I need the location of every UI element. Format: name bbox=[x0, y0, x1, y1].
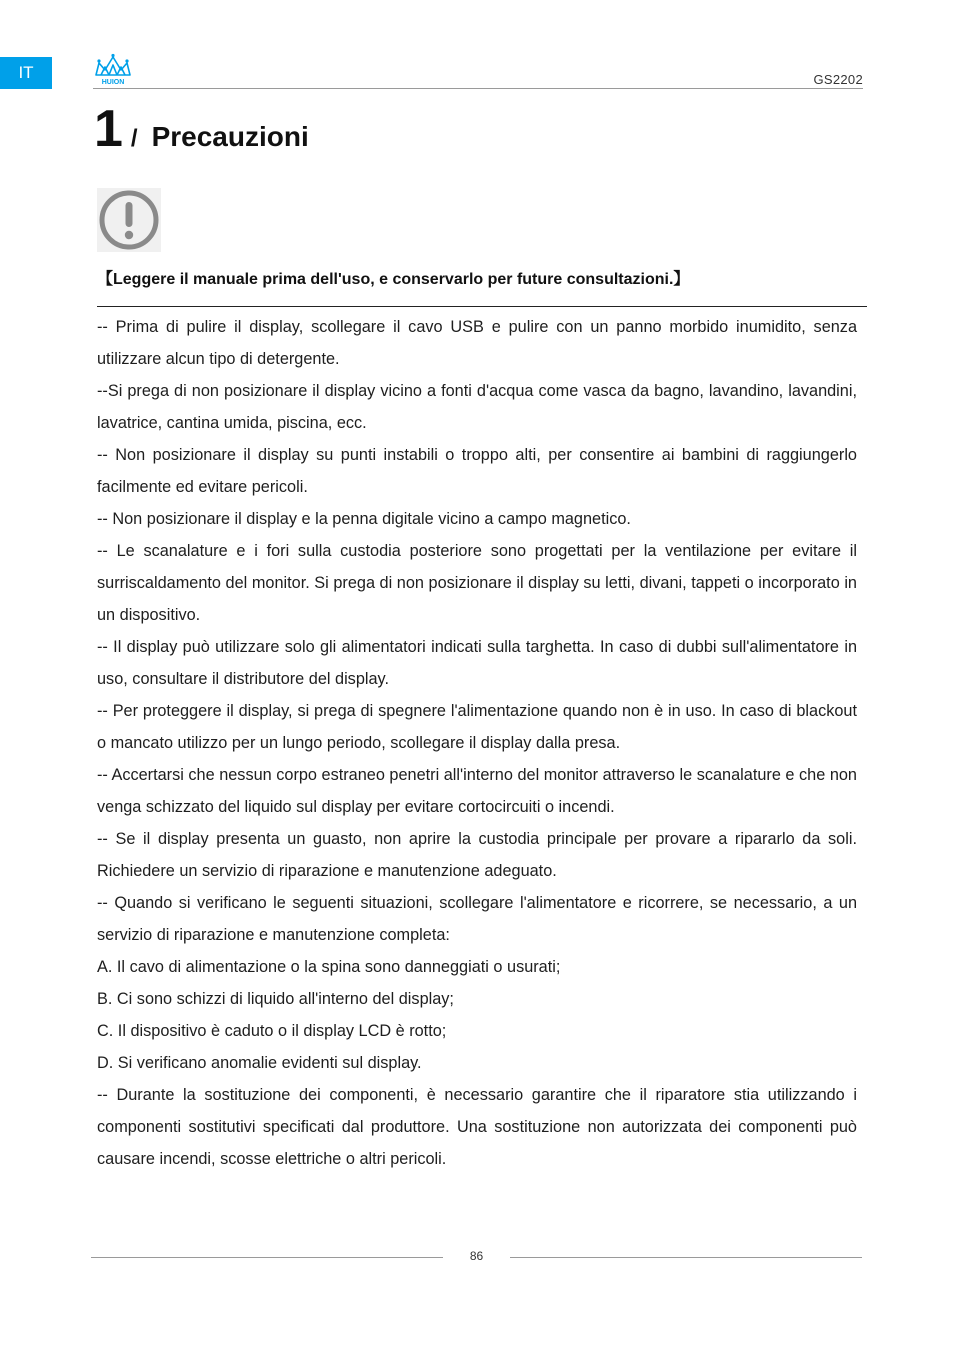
header-divider bbox=[93, 88, 863, 89]
notice-text: 【Leggere il manuale prima dell'uso, e conservarlo per future consultazioni.】 bbox=[97, 271, 690, 288]
condition-item: A. Il cavo di alimentazione o la spina sono danneggiati o usurati; bbox=[97, 958, 561, 976]
precaution-paragraph: -- Per proteggere il display, si prega di spegnere l'alimentazione quando non è in uso. In caso di blackout o mancato utilizzo per un lungo periodo, scollegare il display dalla presa. bbox=[97, 702, 857, 752]
precaution-paragraph: -- Prima di pulire il display, scollegare il cavo USB e pulire con un panno morbido inumidito, senza utilizzare alcun tipo di detergente. bbox=[97, 318, 857, 368]
chapter-heading bbox=[94, 100, 309, 158]
precaution-paragraph: -- Durante la sostituzione dei componenti, è necessario garantire che il riparatore stia utilizzando i componenti sostitutivi specificati dal produttore. Una sostituzione non autorizzata dei componenti può causare incendi, scosse elettriche o altri pericoli. bbox=[97, 1086, 857, 1168]
precaution-paragraph: -- Non posizionare il display su punti instabili o troppo alti, per consentire ai bambini di raggiungerlo facilmente ed evitare pericoli. bbox=[97, 446, 857, 496]
condition-item: D. Si verificano anomalie evidenti sul display. bbox=[97, 1054, 422, 1072]
huion-logo bbox=[93, 53, 133, 86]
model-name: GS2202 bbox=[813, 72, 863, 87]
precaution-paragraph: -- Il display può utilizzare solo gli alimentatori indicati sulla targhetta. In caso di dubbi sull'alimentatore in uso, consultare il distributore del display. bbox=[97, 638, 857, 688]
condition-item: B. Ci sono schizzi di liquido all'interno del display; bbox=[97, 990, 454, 1008]
page-number: 86 bbox=[469, 1249, 484, 1263]
logo-wordmark: HUION bbox=[101, 79, 125, 86]
condition-item: C. Il dispositivo è caduto o il display LCD è rotto; bbox=[97, 1022, 447, 1040]
precaution-paragraph: -- Se il display presenta un guasto, non aprire la custodia principale per provare a ripararlo da soli. Richiedere un servizio di riparazione e manutenzione adeguato. bbox=[97, 830, 857, 880]
exclamation-circle-icon bbox=[97, 188, 161, 252]
precaution-paragraph: --Si prega di non posizionare il display vicino a fonti d'acqua come vasca da bagno, lavandino, lavandini, lavatrice, cantina umida, piscina, ecc. bbox=[97, 382, 857, 432]
crown-logo-icon bbox=[93, 53, 133, 86]
chapter-title: Precauzioni bbox=[151, 121, 309, 152]
precaution-paragraph: -- Quando si verificano le seguenti situazioni, scollegare l'alimentatore e ricorrere, se necessario, a un servizio di riparazione e manutenzione completa: bbox=[97, 894, 857, 944]
precaution-paragraph: -- Le scanalature e i fori sulla custodia posteriore sono progettati per la ventilazione per evitare il surriscaldamento del monitor. Si prega di non posizionare il display su letti, divani, tappeti o incorporato in un dispositivo. bbox=[97, 542, 857, 624]
chapter-separator: / bbox=[130, 125, 138, 152]
notice-divider bbox=[97, 306, 867, 307]
precaution-paragraph: -- Non posizionare il display e la penna digitale vicino a campo magnetico. bbox=[97, 510, 631, 528]
precaution-paragraph: -- Accertarsi che nessun corpo estraneo penetri all'interno del monitor attraverso le scanalature e che non venga schizzato del liquido sul display per evitare cortocircuiti o incendi. bbox=[97, 766, 857, 816]
chapter-number: 1 bbox=[94, 100, 123, 158]
precautions-body bbox=[97, 311, 857, 1175]
language-tab: IT bbox=[0, 57, 52, 89]
footer-divider-left bbox=[91, 1257, 443, 1258]
footer-divider-right bbox=[510, 1257, 862, 1258]
